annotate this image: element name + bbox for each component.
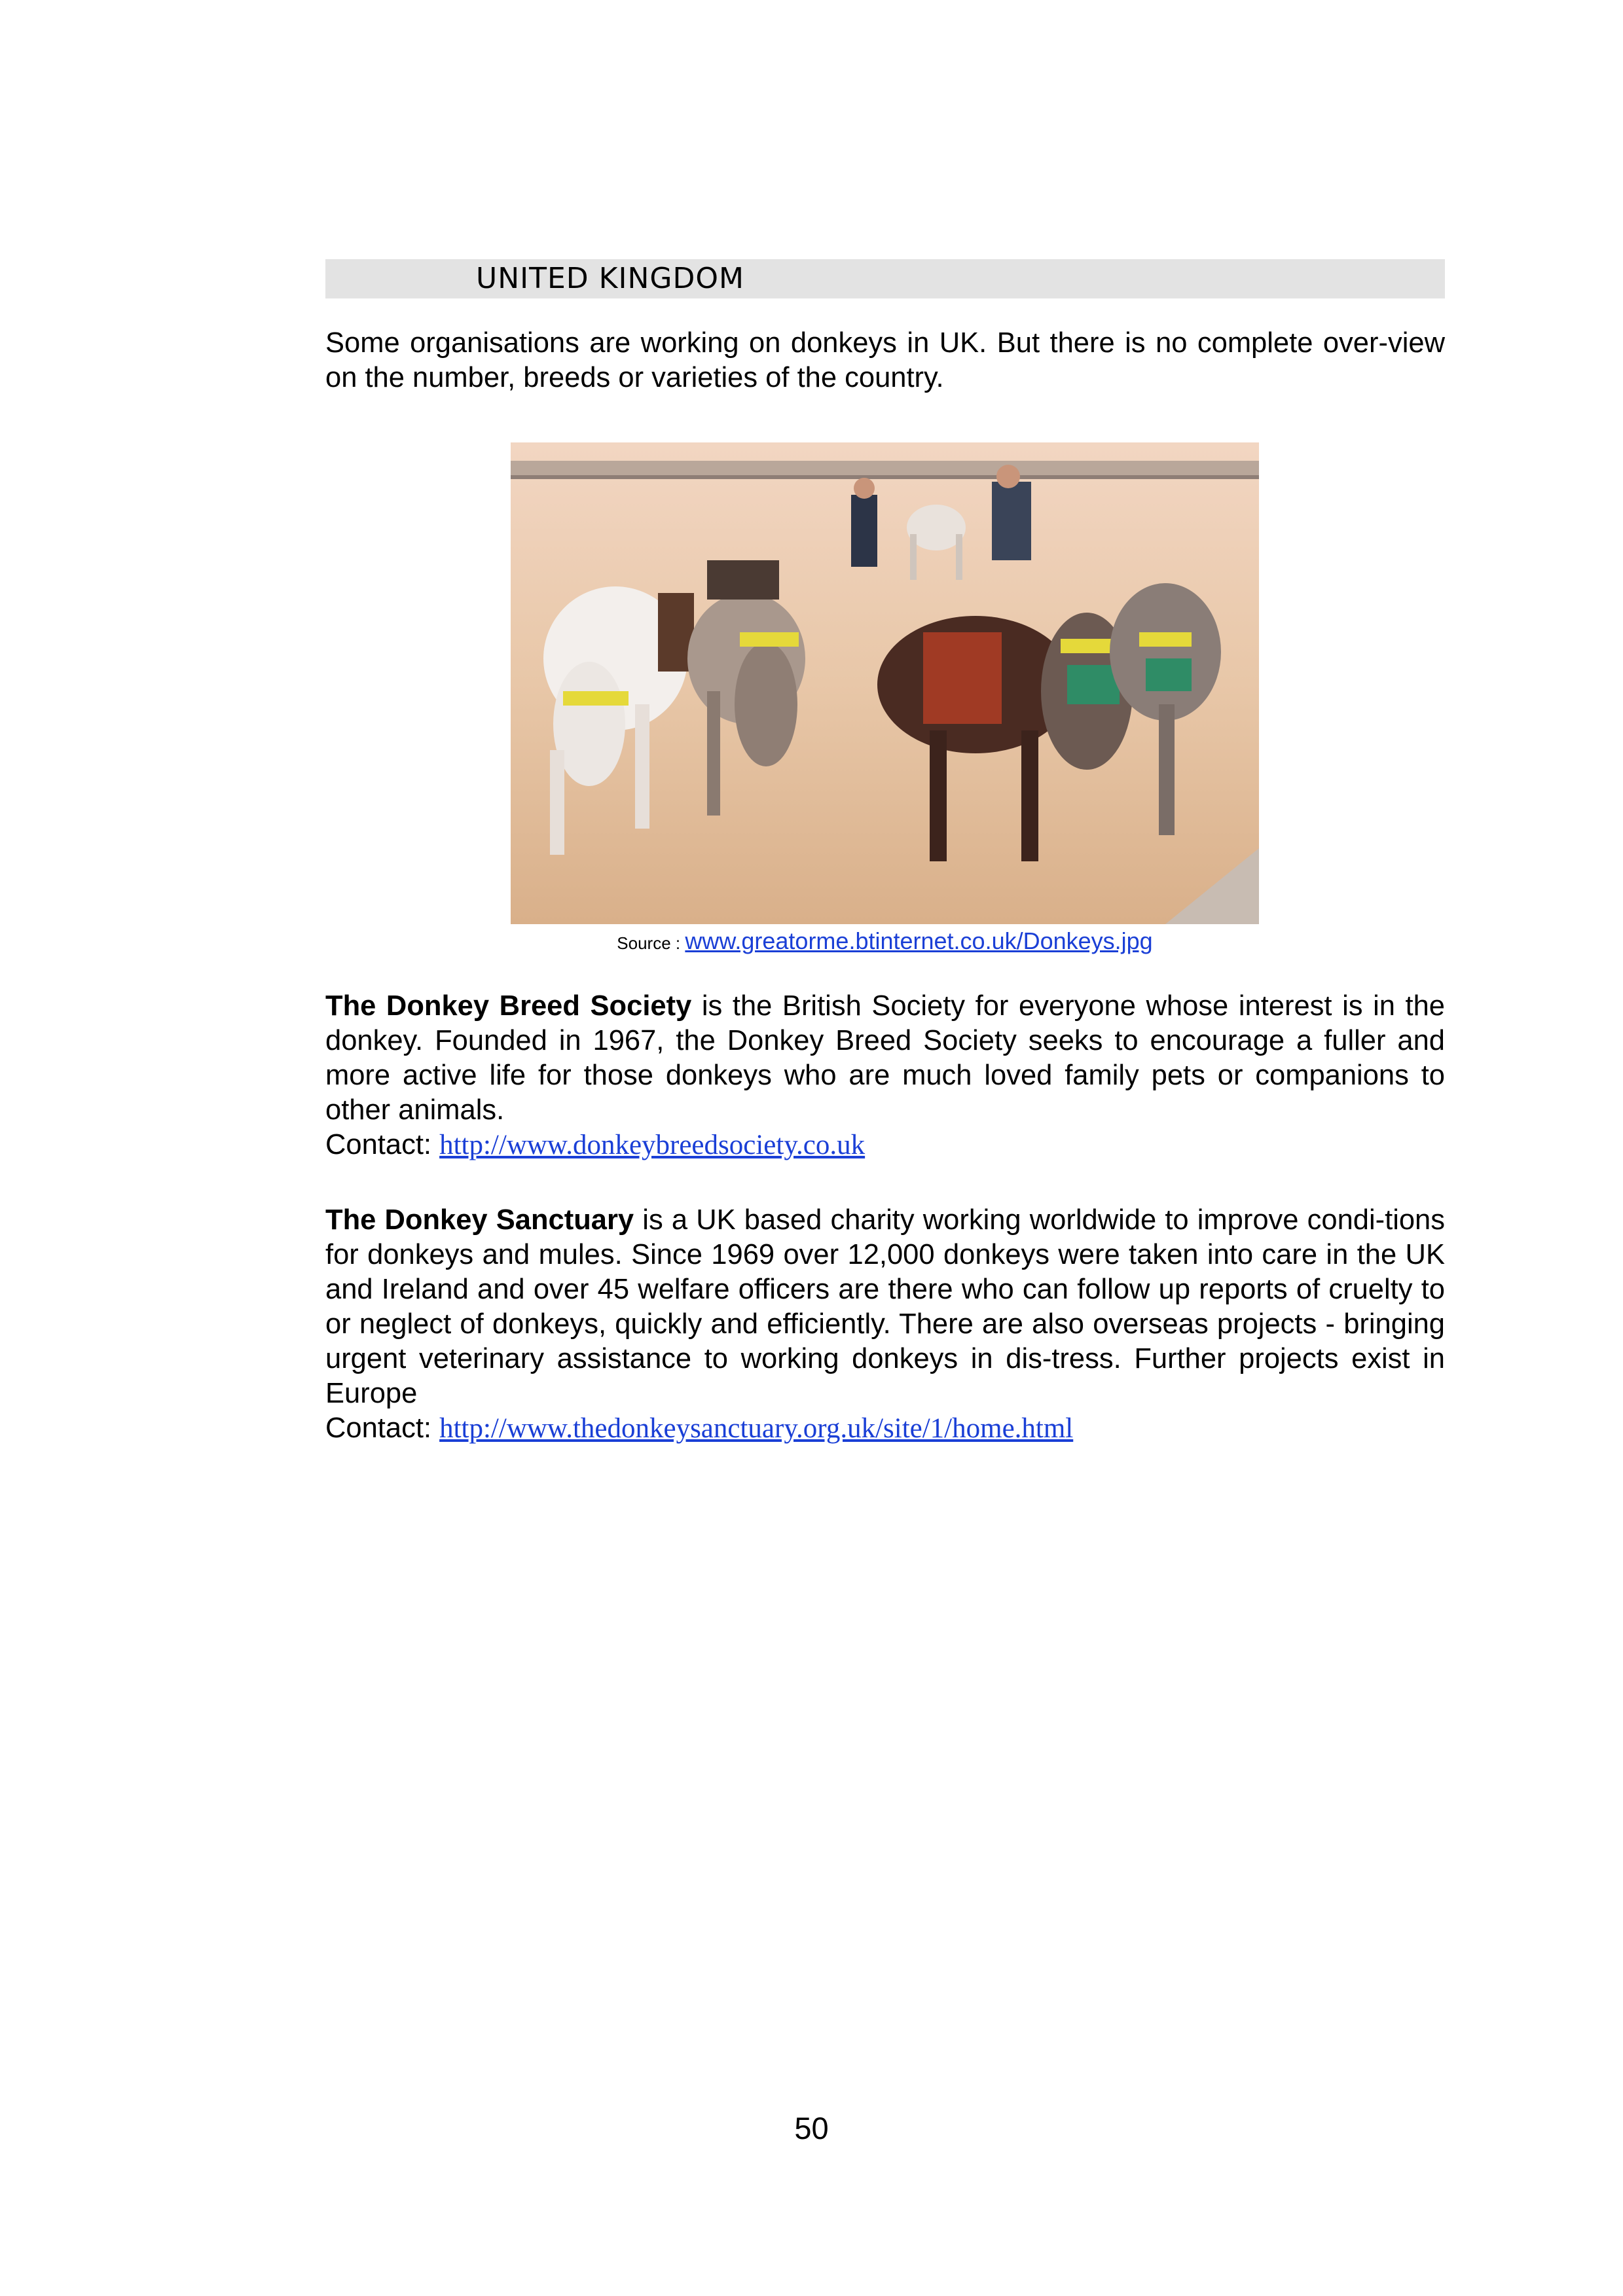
sanctuary-text: is a UK based charity working worldwide to improve condi-tions for donkeys and mules. Since 1969 over 12,000 donkeys were taken into care in the UK and Ireland and over 45 welfare officers are there who can follow up reports of cruelty to or neglect of donkeys, quickly and efficiently. There are also overseas projects - bringing urgent veterinary assistance to working donkeys in dis-tress. Further projects exist in Europe: [325, 1204, 1445, 1409]
breed-society-contact: [325, 1128, 1445, 1162]
section-title: UNITED KINGDOM: [476, 262, 744, 295]
sanctuary-name: The Donkey Sanctuary: [325, 1204, 634, 1236]
page-number: 50: [794, 2111, 829, 2145]
sanctuary-contact: [325, 1411, 1445, 1446]
breed-society-section: [325, 989, 1445, 1162]
figure: [511, 442, 1259, 956]
source-link[interactable]: www.greatorme.btinternet.co.uk/Donkeys.jpg: [685, 927, 1153, 954]
sanctuary-link[interactable]: http://www.thedonkeysanctuary.org.uk/site/1/home.html: [439, 1413, 1074, 1444]
figure-caption: [511, 928, 1259, 956]
breed-society-paragraph: [325, 989, 1445, 1128]
donkeys-photo: [511, 442, 1259, 924]
sanctuary-section: [325, 1203, 1445, 1446]
intro-paragraph: Some organisations are working on donkeys in UK. But there is no complete over-view on the number, breeds or varieties of the country.: [325, 327, 1445, 393]
breed-society-name: The Donkey Breed Society: [325, 990, 692, 1022]
breed-society-link[interactable]: http://www.donkeybreedsociety.co.uk: [439, 1130, 866, 1160]
source-label: Source :: [617, 933, 685, 953]
contact-label: Contact:: [325, 1412, 440, 1444]
section-heading: [325, 259, 1445, 298]
breed-society-text: is the British Society for everyone whose interest is in the donkey. Founded in 1967, the Donkey Breed Society seeks to encourage a fuller and more active life for those donkeys who are much loved family pets or companions to other animals.: [325, 990, 1445, 1126]
contact-label: Contact:: [325, 1129, 440, 1160]
page-content: [325, 259, 1445, 1446]
sanctuary-paragraph: [325, 1203, 1445, 1411]
